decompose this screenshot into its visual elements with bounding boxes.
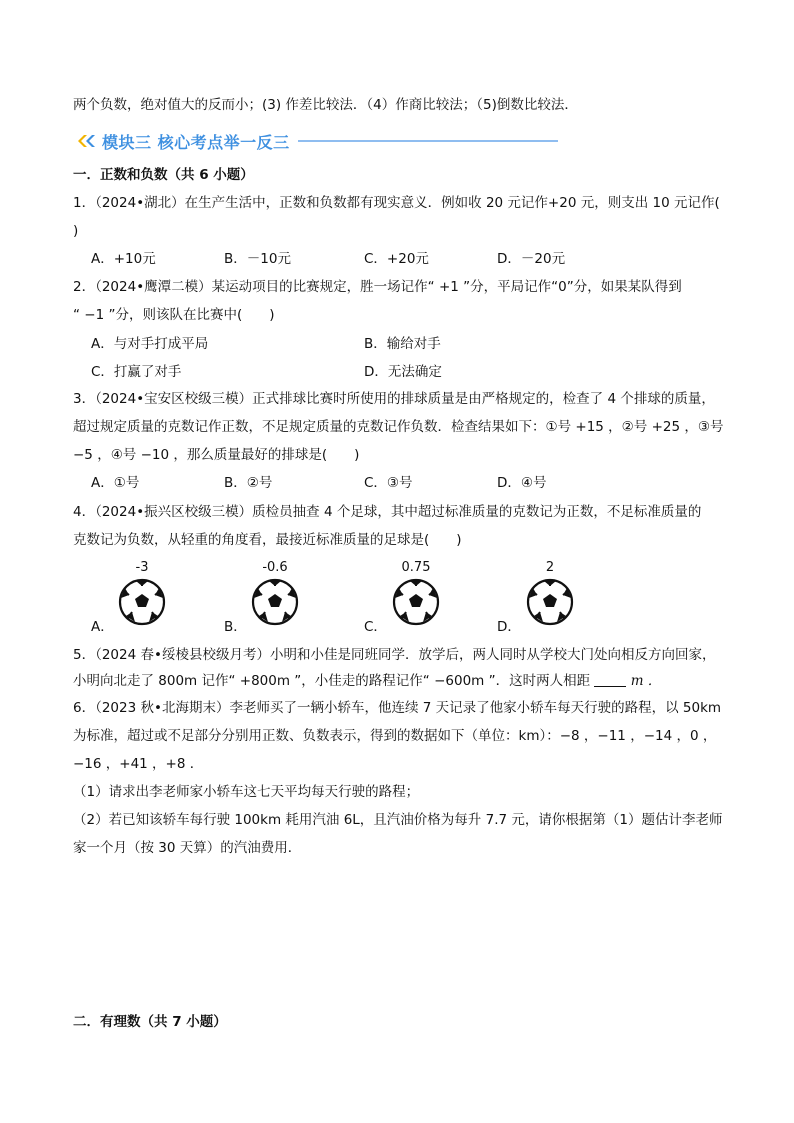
ball-option-b[interactable]: [245, 560, 305, 630]
q6-line2: 为标准，超过或不足部分分别用正数、负数表示，得到的数据如下（单位：km）：−8 ，−11 ，−14 ，0 ，: [73, 728, 717, 744]
ball-value-a: -3: [135, 560, 149, 575]
q4-line2: 克数记为负数，从轻重的角度看，最接近标准质量的足球是( ): [73, 532, 462, 548]
ball-letter-c: C．: [364, 619, 387, 635]
banner-title: 模块三 核心考点举一反三: [102, 132, 290, 152]
q3-line3: −5 ，④号 −10 ，那么质量最好的排球是( ): [73, 447, 360, 463]
answer-blank[interactable]: [594, 672, 626, 687]
q1-line2: ): [73, 223, 79, 239]
q3-option-b[interactable]: B．②号: [224, 475, 273, 491]
q3-line1: 3．（2024•宝安区校级三模）正式排球比赛时所使用的排球质量是由严格规定的，检查了 4 个排球的质量，: [73, 391, 715, 407]
soccer-ball-icon: [251, 578, 299, 626]
intro-line: 两个负数，绝对值大的反而小；(3) 作差比较法．（4）作商比较法；（5)倒数比较法．: [73, 97, 578, 113]
ball-value-c: 0.75: [401, 560, 431, 575]
soccer-ball-icon: [526, 578, 574, 626]
q3-option-a[interactable]: A．①号: [91, 475, 140, 491]
ball-letter-a: A．: [91, 619, 114, 635]
soccer-ball-icon: [118, 578, 166, 626]
ball-value-b: -0.6: [262, 560, 288, 575]
q2-line1: 2．（2024•鹰潭二模）某运动项目的比赛规定，胜一场记作“ +1 ”分，平局记作“0”分，如果某队得到: [73, 279, 682, 295]
q1-option-b[interactable]: B．－10元: [224, 251, 291, 267]
q3-line2: 超过规定质量的克数记作正数，不足规定质量的克数记作负数．检查结果如下：①号 +15 ，②号 +25 ，③号: [73, 419, 724, 435]
ball-option-c[interactable]: [386, 560, 446, 630]
q5-line2-unit: m ．: [630, 673, 662, 689]
q1-option-c[interactable]: C．+20元: [364, 251, 429, 267]
soccer-ball-icon: [392, 578, 440, 626]
q6-sub2-line1: （2）若已知该轿车每行驶 100km 耗用汽油 6L，且汽油价格为每升 7.7 元，请你根据第（1）题估计李老师: [73, 812, 723, 828]
q2-option-a[interactable]: A．与对手打成平局: [91, 336, 209, 352]
q2-option-b[interactable]: B．输给对手: [364, 336, 441, 352]
q6-sub2-line2: 家一个月（按 30 天算）的汽油费用．: [73, 840, 302, 856]
section-heading-1: 一．正数和负数（共 6 小题）: [73, 167, 254, 183]
q6-line3: −16 ，+41 ，+8 ．: [73, 756, 204, 772]
q2-line2: “ −1 ”分，则该队在比赛中( ): [73, 307, 275, 323]
q6-line1: 6．（2023 秋•北海期末）李老师买了一辆小轿车，他连续 7 天记录了他家小轿车每天行驶的路程，以 50km: [73, 700, 722, 716]
q1-option-a[interactable]: A．+10元: [91, 251, 156, 267]
q4-line1: 4．（2024•振兴区校级三模）质检员抽查 4 个足球，其中超过标准质量的克数记为正数，不足标准质量的: [73, 504, 702, 520]
ball-option-a[interactable]: [112, 560, 172, 630]
q6-sub1: （1）请求出李老师家小轿车这七天平均每天行驶的路程；: [73, 784, 420, 800]
module-banner: [78, 130, 558, 152]
q5-line1: 5．（2024 春•绥棱县校级月考）小明和小佳是同班同学．放学后，两人同时从学校大门处向相反方向回家，: [73, 647, 716, 663]
q2-option-d[interactable]: D．无法确定: [364, 364, 442, 380]
q3-option-d[interactable]: D．④号: [497, 475, 547, 491]
q2-option-c[interactable]: C．打赢了对手: [91, 364, 182, 380]
q5-line2-text: 小明向北走了 800m 记作“ +800m ”，小佳走的路程记作“ −600m ”．这时两人相距: [73, 673, 591, 689]
double-chevron-icon: [78, 133, 98, 149]
banner-rule: [298, 140, 558, 142]
ball-option-d[interactable]: [520, 560, 580, 630]
section-heading-2: 二．有理数（共 7 小题）: [73, 1014, 227, 1030]
q1-option-d[interactable]: D．－20元: [497, 251, 566, 267]
ball-letter-d: D．: [497, 619, 521, 635]
q5-line2: [73, 672, 661, 690]
q3-option-c[interactable]: C．③号: [364, 475, 413, 491]
ball-value-d: 2: [545, 560, 555, 575]
ball-letter-b: B．: [224, 619, 247, 635]
q1-line1: 1．（2024•湖北）在生产生活中，正数和负数都有现实意义．例如收 20 元记作+20 元，则支出 10 元记作(: [73, 195, 720, 211]
